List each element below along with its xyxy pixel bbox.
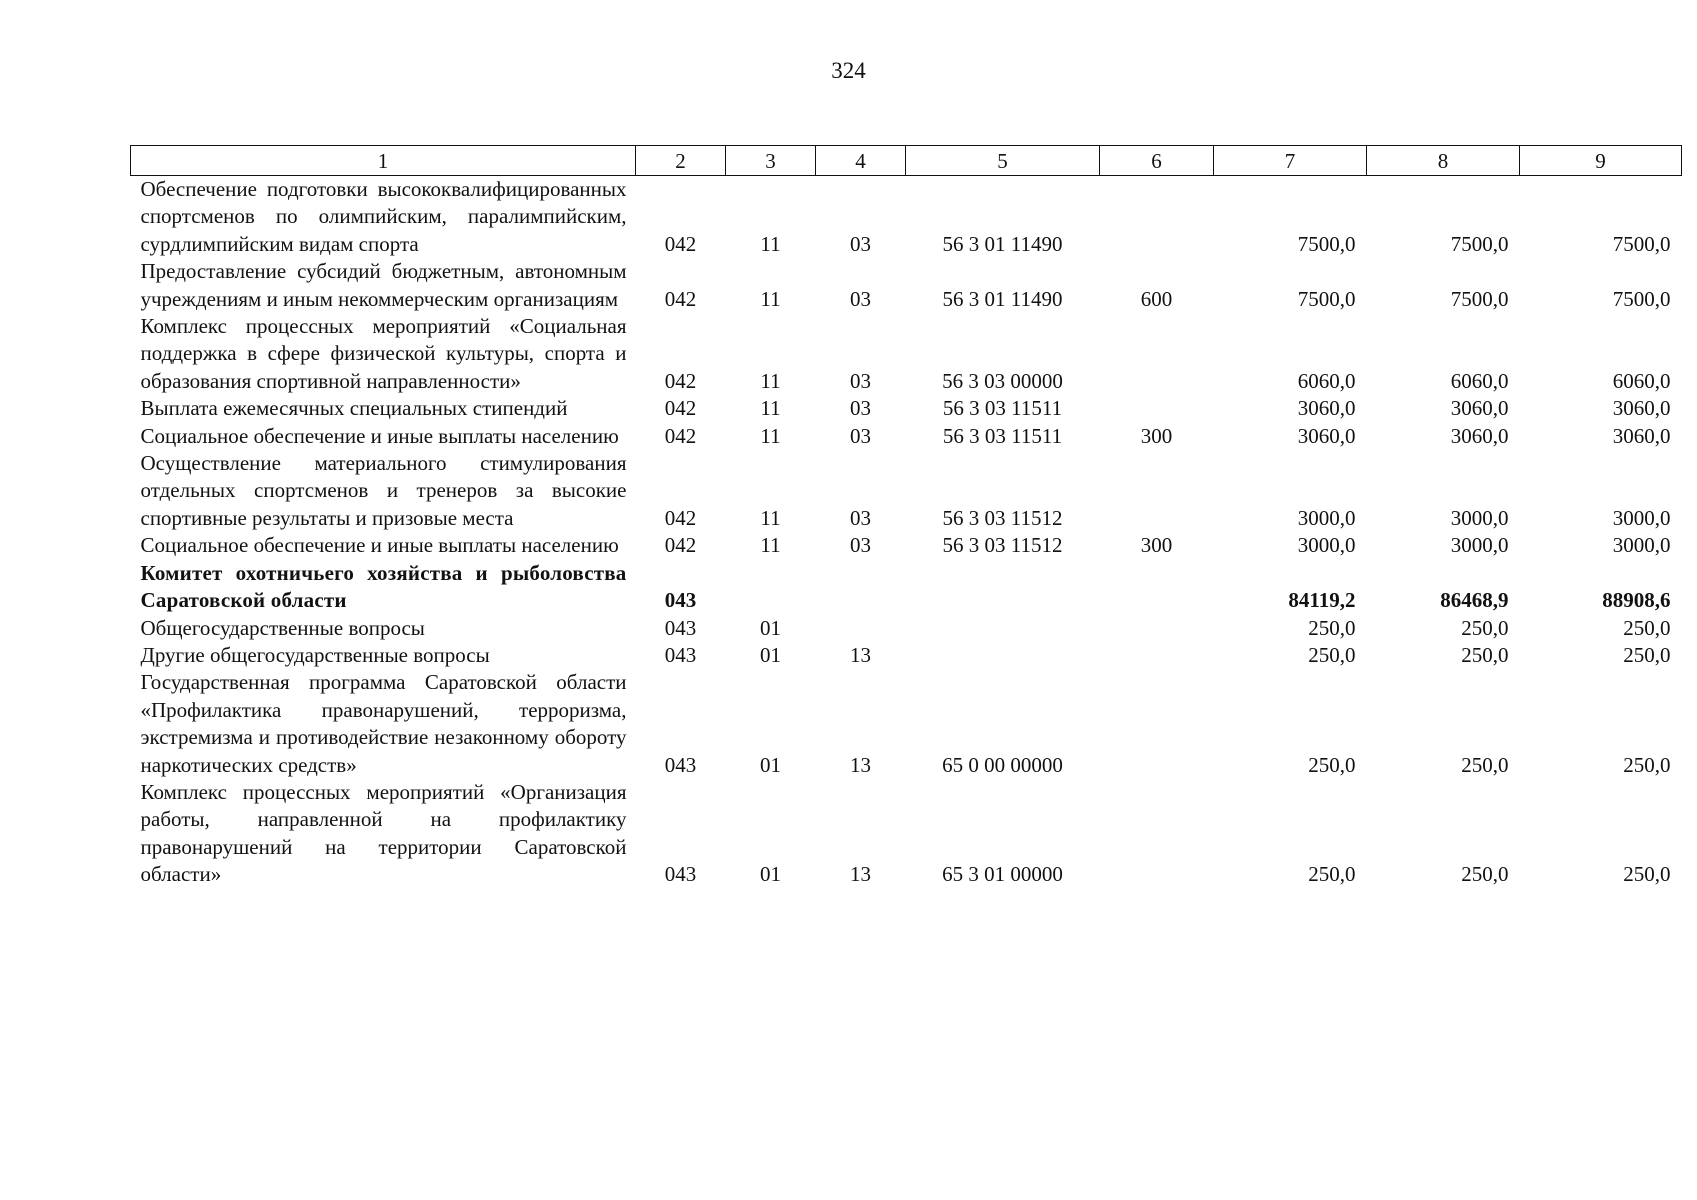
cell-amount: 250,0: [1461, 642, 1509, 667]
header-cell: 3: [726, 146, 816, 176]
table-row: [131, 669, 1682, 779]
cell-code: 043: [664, 615, 697, 640]
row-name: Общегосударственные вопросы: [140, 615, 425, 640]
cell-expense-type: [1100, 779, 1214, 889]
cell-amount: 3060,0: [1612, 423, 1671, 448]
cell-amount: 3060,0: [1450, 423, 1509, 448]
row-name: Обеспечение подготовки высококвалифицированных спортсменов по олимпийским, паралимпийским, сурдлимпийским видам спорта: [140, 177, 627, 256]
cell-amount: 3000,0: [1612, 505, 1671, 530]
cell-amount: 3000,0: [1450, 533, 1509, 558]
table-row: [131, 532, 1682, 559]
cell-section: 11: [760, 286, 781, 311]
cell-subsection: 13: [850, 862, 871, 887]
cell-amount: 3060,0: [1297, 423, 1356, 448]
table-row: [131, 615, 1682, 642]
table-body: [131, 176, 1682, 889]
cell-section: 11: [760, 396, 781, 421]
cell-subsection: [816, 560, 906, 615]
cell-target-article: 65 0 00 00000: [942, 752, 1063, 777]
cell-amount: 250,0: [1623, 752, 1671, 777]
cell-code: 042: [664, 396, 697, 421]
cell-subsection: 13: [850, 752, 871, 777]
cell-expense-type: [1100, 176, 1214, 259]
header-cell: 1: [131, 146, 636, 176]
cell-amount: 250,0: [1308, 615, 1356, 640]
cell-code: 043: [664, 588, 697, 613]
cell-amount: 3000,0: [1297, 533, 1356, 558]
cell-section: 01: [760, 642, 781, 667]
header-cell: 2: [636, 146, 726, 176]
cell-subsection: 03: [850, 505, 871, 530]
cell-expense-type: [1100, 642, 1214, 669]
row-name: Осуществление материального стимулирования отдельных спортсменов и тренеров за высокие спортивные результаты и призовые места: [140, 451, 627, 530]
cell-amount: 7500,0: [1612, 286, 1671, 311]
cell-amount: 7500,0: [1297, 231, 1356, 256]
row-name: Социальное обеспечение и иные выплаты населению: [140, 423, 619, 448]
cell-code: 042: [664, 368, 697, 393]
cell-code: 042: [664, 505, 697, 530]
page-number: 324: [831, 58, 866, 83]
cell-subsection: 03: [850, 231, 871, 256]
cell-subsection: 03: [850, 396, 871, 421]
cell-amount: 250,0: [1308, 752, 1356, 777]
cell-section: 01: [760, 752, 781, 777]
table-row: [131, 779, 1682, 889]
cell-amount: 3000,0: [1297, 505, 1356, 530]
table-row: [131, 176, 1682, 259]
cell-amount: 250,0: [1623, 615, 1671, 640]
cell-code: 043: [664, 862, 697, 887]
cell-amount: 84119,2: [1288, 588, 1356, 613]
cell-amount: 3060,0: [1297, 396, 1356, 421]
cell-target-article: 56 3 03 11511: [942, 423, 1063, 448]
cell-target-article: [906, 642, 1100, 669]
row-name: Комитет охотничьего хозяйства и рыболовства Саратовской области: [140, 560, 627, 613]
cell-expense-type: [1100, 560, 1214, 615]
cell-subsection: [816, 615, 906, 642]
cell-amount: 6060,0: [1612, 368, 1671, 393]
cell-target-article: 56 3 03 00000: [942, 368, 1063, 393]
cell-section: 01: [760, 862, 781, 887]
cell-expense-type: [1100, 313, 1214, 395]
cell-code: 042: [664, 286, 697, 311]
cell-amount: 6060,0: [1450, 368, 1509, 393]
cell-expense-type: 300: [1140, 533, 1173, 558]
cell-section: [726, 560, 816, 615]
table-row: [131, 395, 1682, 422]
cell-target-article: [906, 560, 1100, 615]
cell-amount: 86468,9: [1440, 588, 1509, 613]
cell-amount: 88908,6: [1602, 588, 1671, 613]
cell-amount: 3060,0: [1450, 396, 1509, 421]
cell-subsection: 03: [850, 368, 871, 393]
cell-section: 01: [760, 615, 781, 640]
cell-code: 042: [664, 533, 697, 558]
cell-expense-type: [1100, 395, 1214, 422]
budget-table: [130, 145, 1682, 889]
cell-amount: 250,0: [1461, 862, 1509, 887]
cell-target-article: 56 3 03 11511: [942, 396, 1063, 421]
row-name: Комплекс процессных мероприятий «Организация работы, направленной на профилактику правонарушений на территории Саратовской области»: [140, 779, 627, 887]
row-name: Другие общегосударственные вопросы: [140, 642, 490, 667]
cell-code: 043: [664, 752, 697, 777]
cell-subsection: 03: [850, 533, 871, 558]
cell-code: 042: [664, 231, 697, 256]
row-name: Выплата ежемесячных специальных стипендий: [140, 396, 568, 421]
header-cell: 7: [1214, 146, 1367, 176]
header-cell: 9: [1520, 146, 1682, 176]
table-row: [131, 450, 1682, 532]
cell-amount: 250,0: [1461, 752, 1509, 777]
cell-section: 11: [760, 533, 781, 558]
table-row: [131, 313, 1682, 395]
table-row: [131, 642, 1682, 669]
cell-subsection: 13: [850, 642, 871, 667]
cell-expense-type: [1100, 450, 1214, 532]
cell-expense-type: [1100, 669, 1214, 779]
cell-amount: 3000,0: [1612, 533, 1671, 558]
cell-amount: 3000,0: [1450, 505, 1509, 530]
cell-amount: 6060,0: [1297, 368, 1356, 393]
cell-expense-type: 300: [1140, 423, 1173, 448]
row-name: Государственная программа Саратовской области «Профилактика правонарушений, терроризма, экстремизма и противодействие незаконному обороту наркотических средств»: [140, 670, 627, 777]
header-cell: 8: [1367, 146, 1520, 176]
table-row: [131, 423, 1682, 450]
cell-amount: 250,0: [1461, 615, 1509, 640]
cell-target-article: 56 3 03 11512: [942, 505, 1063, 530]
cell-section: 11: [760, 505, 781, 530]
cell-amount: 7500,0: [1297, 286, 1356, 311]
cell-expense-type: 600: [1140, 286, 1173, 311]
header-cell: 4: [816, 146, 906, 176]
cell-amount: 3060,0: [1612, 396, 1671, 421]
cell-subsection: 03: [850, 286, 871, 311]
row-name: Комплекс процессных мероприятий «Социальная поддержка в сфере физической культуры, спорта и образования спортивной направленности»: [140, 314, 627, 393]
cell-code: 042: [664, 423, 697, 448]
cell-target-article: 65 3 01 00000: [942, 862, 1063, 887]
table-row: [131, 560, 1682, 615]
header-row: [131, 146, 1682, 176]
cell-amount: 250,0: [1308, 642, 1356, 667]
row-name: Предоставление субсидий бюджетным, автономным учреждениям и иным некоммерческим организациям: [140, 259, 627, 311]
cell-target-article: 56 3 01 11490: [942, 286, 1063, 311]
cell-amount: 7500,0: [1450, 286, 1509, 311]
cell-section: 11: [760, 368, 781, 393]
cell-code: 043: [664, 642, 697, 667]
header-cell: 6: [1100, 146, 1214, 176]
cell-target-article: 56 3 03 11512: [942, 533, 1063, 558]
cell-section: 11: [760, 423, 781, 448]
cell-target-article: 56 3 01 11490: [942, 231, 1063, 256]
cell-target-article: [906, 615, 1100, 642]
row-name: Социальное обеспечение и иные выплаты населению: [140, 533, 619, 558]
cell-amount: 250,0: [1623, 862, 1671, 887]
cell-amount: 250,0: [1623, 642, 1671, 667]
cell-expense-type: [1100, 615, 1214, 642]
cell-amount: 250,0: [1308, 862, 1356, 887]
cell-subsection: 03: [850, 423, 871, 448]
cell-amount: 7500,0: [1612, 231, 1671, 256]
cell-section: 11: [760, 231, 781, 256]
table-row: [131, 258, 1682, 313]
cell-amount: 7500,0: [1450, 231, 1509, 256]
header-cell: 5: [906, 146, 1100, 176]
